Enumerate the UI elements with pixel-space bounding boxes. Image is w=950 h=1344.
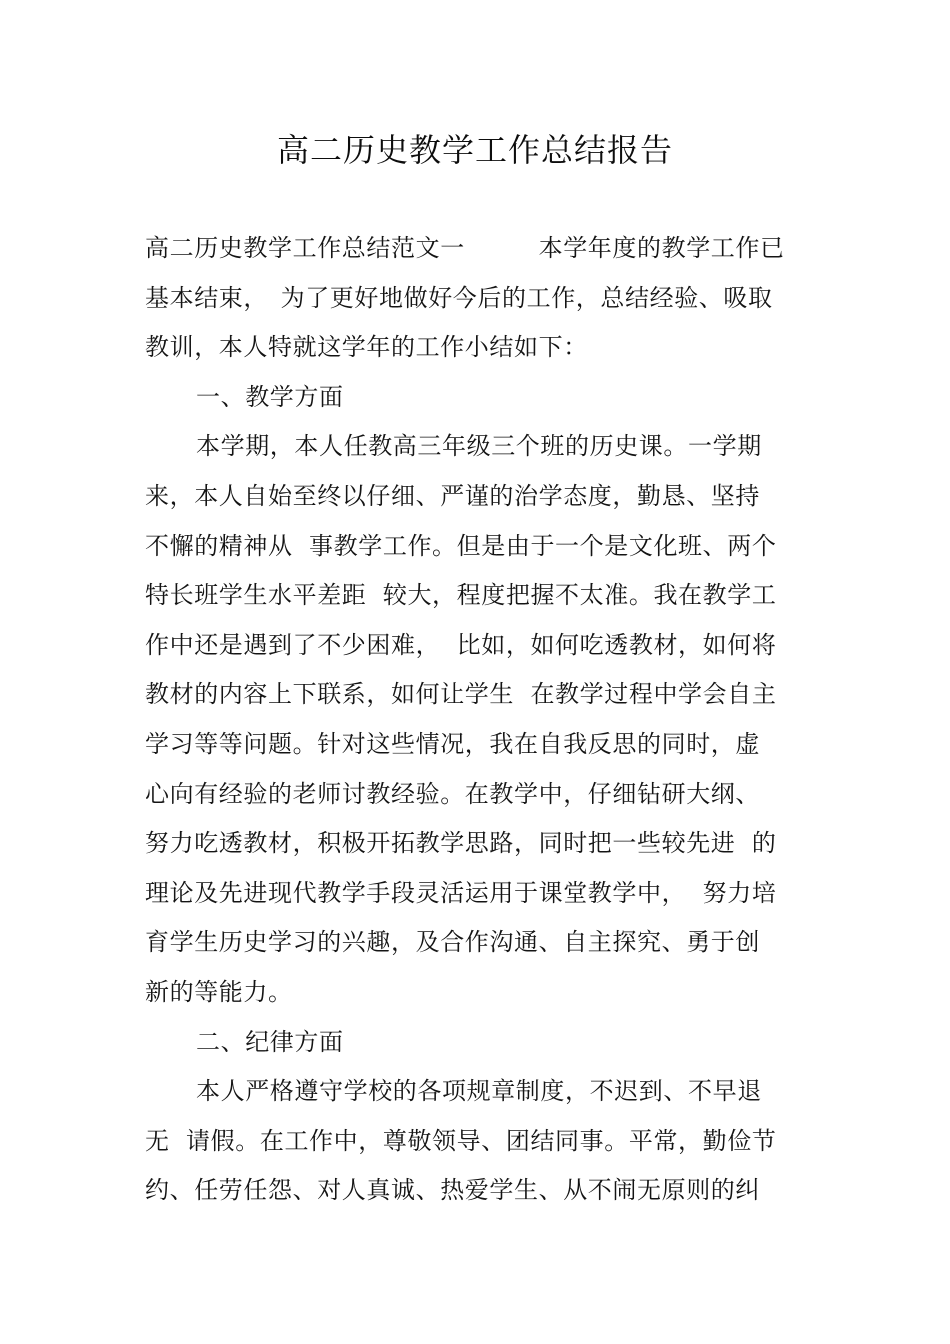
paragraph-line: 学习等等问题。针对这些情况，我在自我反思的同时，虚: [145, 729, 760, 758]
section-heading-teaching: 一、教学方面: [196, 382, 344, 411]
section-heading-discipline: 二、纪律方面: [196, 1027, 344, 1056]
paragraph-line: 心向有经验的老师讨教经验。在教学中，仔细钻研大纲、: [145, 779, 760, 808]
paragraph-line: 新的等能力。: [145, 977, 293, 1006]
paragraph-line: 约、任劳任怨、对人真诚、热爱学生、从不闹无原则的纠: [145, 1176, 760, 1205]
paragraph-line: 特长班学生水平差距 较大，程度把握不太准。我在教学工: [145, 581, 777, 610]
paragraph-line: 教训，本人特就这学年的工作小结如下：: [145, 333, 588, 362]
paragraph-line: 不懈的精神从 事教学工作。但是由于一个是文化班、两个: [145, 531, 777, 560]
paragraph-line: 育学生历史学习的兴趣，及合作沟通、自主探究、勇于创: [145, 928, 760, 957]
paragraph-line: 基本结束， 为了更好地做好今后的工作，总结经验、吸取: [145, 283, 773, 312]
paragraph-line: 努力吃透教材，积极开拓教学思路，同时把一些较先进 的: [145, 829, 777, 858]
document-body: [145, 224, 810, 1216]
paragraph-line: 理论及先进现代教学手段灵活运用于课堂教学中， 努力培: [145, 878, 777, 907]
paragraph-line: 作中还是遇到了不少困难， 比如，如何吃透教材，如何将: [145, 630, 777, 659]
paragraph-line: 本人严格遵守学校的各项规章制度，不迟到、不早退: [196, 1077, 762, 1106]
paragraph-line: 教材的内容上下联系，如何让学生 在教学过程中学会自主: [145, 680, 777, 709]
paragraph-line: 本学期，本人任教高三年级三个班的历史课。一学期: [196, 432, 762, 461]
paragraph-line: 高二历史教学工作总结范文一 本学年度的教学工作已: [145, 234, 785, 262]
paragraph-line: 无 请假。在工作中，尊敬领导、团结同事。平常，勤俭节: [145, 1126, 777, 1155]
document-title: 高二历史教学工作总结报告: [276, 131, 673, 169]
paragraph-line: 来，本人自始至终以仔细、严谨的治学态度，勤恳、坚持: [145, 481, 760, 510]
